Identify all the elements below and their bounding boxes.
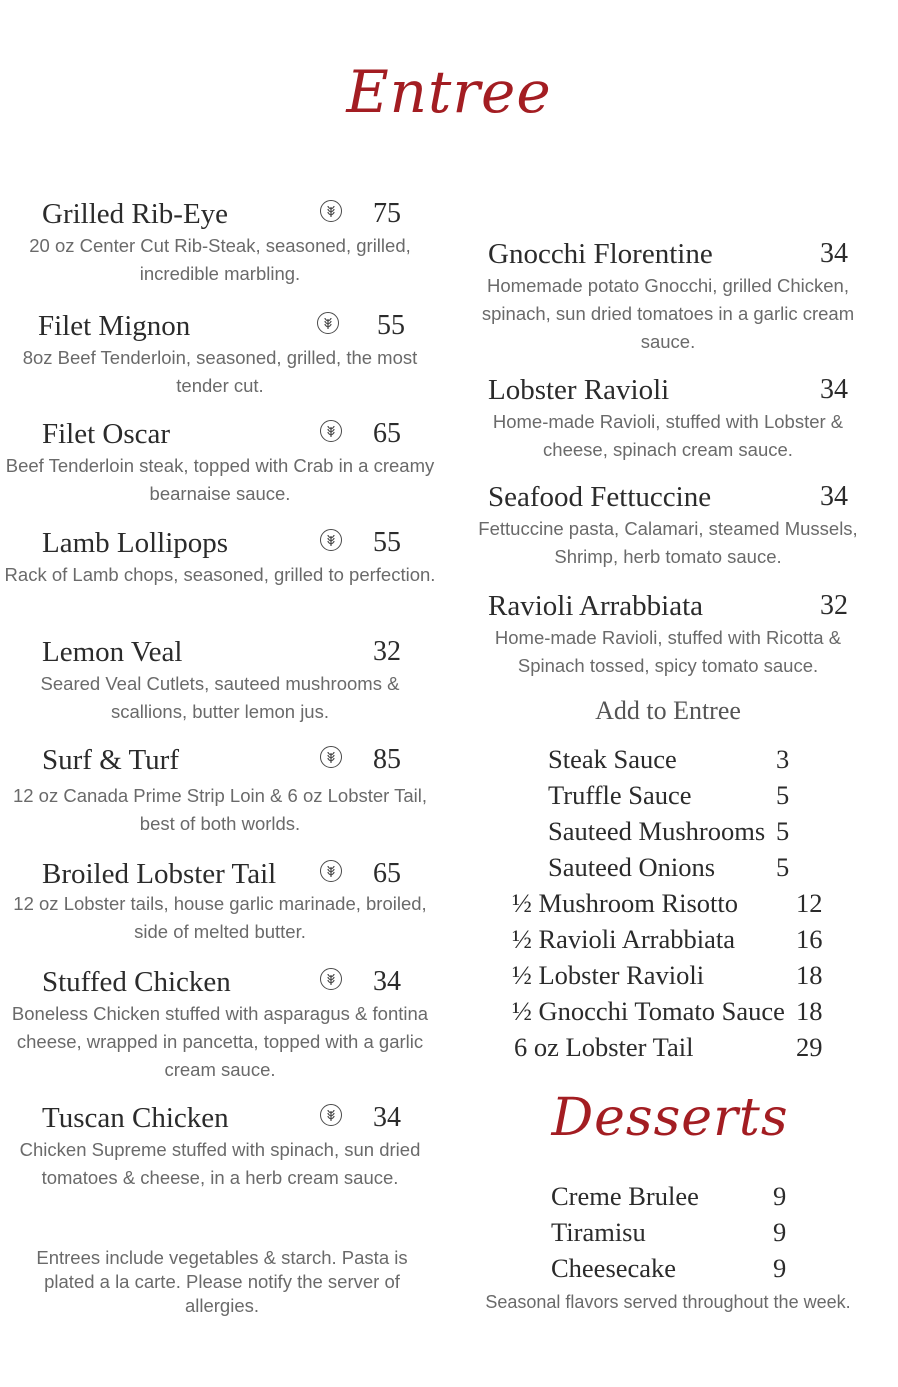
dessert-label: Tiramisu (551, 1217, 646, 1247)
dessert-price: 9 (773, 1217, 787, 1247)
item-name: Gnocchi Florentine (488, 238, 713, 270)
dessert-label: Cheesecake (551, 1253, 677, 1283)
item-name: Lobster Ravioli (488, 374, 670, 406)
add-on-price: 5 (776, 780, 790, 810)
dessert-label: Creme Brulee (551, 1181, 699, 1211)
item-name: Seafood Fettuccine (488, 481, 712, 513)
item-description: Home-made Ravioli, stuffed with Ricotta & Spinach tossed, spicy tomato sauce. (494, 627, 842, 676)
item-description: 8oz Beef Tenderloin, seasoned, grilled, the most tender cut. (22, 347, 418, 396)
item-price: 65 (373, 418, 401, 449)
gluten-free-icon (320, 1104, 342, 1126)
footer-note: Entrees include vegetables & starch. Pasta is plated a la carte. Please notify the server of allergies. (36, 1247, 408, 1316)
add-on-label: ½ Gnocchi Tomato Sauce (512, 996, 785, 1026)
item-price: 34 (373, 966, 401, 997)
item-name: Lamb Lollipops (42, 527, 229, 559)
add-on-price: 5 (776, 816, 790, 846)
dessert-price: 9 (773, 1253, 787, 1283)
item-price: 34 (820, 374, 848, 405)
item-name: Filet Mignon (38, 310, 191, 342)
add-on-label: ½ Mushroom Risotto (512, 888, 739, 918)
add-on-price: 29 (796, 1032, 823, 1062)
item-description: Beef Tenderloin steak, topped with Crab in a creamy bearnaise sauce. (5, 455, 435, 504)
item-price: 65 (373, 858, 401, 889)
dessert-price: 9 (773, 1181, 787, 1211)
dessert-note: Seasonal flavors served throughout the week. (485, 1292, 851, 1312)
item-price: 34 (820, 238, 848, 269)
item-price: 34 (820, 481, 848, 512)
add-on-label: Truffle Sauce (548, 780, 692, 810)
add-on-price: 5 (776, 852, 790, 882)
gluten-free-icon (320, 968, 342, 990)
item-price: 55 (373, 527, 401, 558)
item-description: Homemade potato Gnocchi, grilled Chicken, spinach, sun dried tomatoes in a garlic cream sauce. (481, 275, 855, 352)
gluten-free-icon (320, 200, 342, 222)
item-name: Ravioli Arrabbiata (488, 590, 704, 622)
item-price: 32 (373, 636, 401, 667)
item-description: Boneless Chicken stuffed with asparagus & fontina cheese, wrapped in pancetta, topped with a garlic cream sauce. (11, 1003, 429, 1080)
item-name: Grilled Rib-Eye (42, 198, 229, 230)
gluten-free-icon (320, 746, 342, 768)
item-name: Filet Oscar (42, 418, 171, 450)
item-description: 20 oz Center Cut Rib-Steak, seasoned, grilled, incredible marbling. (29, 235, 411, 284)
add-on-label: ½ Lobster Ravioli (512, 960, 705, 990)
add-on-price: 16 (796, 924, 823, 954)
gluten-free-icon (320, 420, 342, 442)
add-on-label: Steak Sauce (548, 744, 677, 774)
item-name: Broiled Lobster Tail (42, 858, 277, 890)
add-to-entree-heading: Add to Entree (595, 696, 741, 725)
add-on-label: Sauteed Onions (548, 852, 716, 882)
item-name: Surf & Turf (42, 744, 179, 776)
add-on-price: 3 (776, 744, 790, 774)
item-description: Rack of Lamb chops, seasoned, grilled to perfection. (4, 564, 436, 585)
item-price: 34 (373, 1102, 401, 1133)
item-price: 85 (373, 744, 401, 775)
item-description: Fettuccine pasta, Calamari, steamed Mussels, Shrimp, herb tomato sauce. (478, 518, 858, 567)
add-on-price: 18 (796, 960, 823, 990)
add-on-label: ½ Ravioli Arrabbiata (512, 924, 735, 954)
item-description: Chicken Supreme stuffed with spinach, sun dried tomatoes & cheese, in a herb cream sauce. (19, 1139, 421, 1188)
item-name: Stuffed Chicken (42, 966, 231, 998)
add-on-label: Sauteed Mushrooms (548, 816, 766, 846)
item-price: 75 (373, 198, 401, 229)
gluten-free-icon (317, 312, 339, 334)
add-on-price: 18 (796, 996, 823, 1026)
item-price: 55 (377, 310, 405, 341)
item-description: Seared Veal Cutlets, sauteed mushrooms & scallions, butter lemon jus. (40, 673, 400, 722)
add-on-price: 12 (796, 888, 823, 918)
item-price: 32 (820, 590, 848, 621)
gluten-free-icon (320, 529, 342, 551)
desserts-heading: Desserts (551, 1088, 789, 1148)
add-on-label: 6 oz Lobster Tail (514, 1032, 694, 1062)
item-name: Tuscan Chicken (42, 1102, 229, 1134)
item-description: 12 oz Lobster tails, house garlic marinade, broiled, side of melted butter. (13, 893, 427, 942)
entree-heading: Entree (346, 58, 552, 126)
gluten-free-icon (320, 860, 342, 882)
item-description: Home-made Ravioli, stuffed with Lobster & cheese, spinach cream sauce. (492, 411, 844, 460)
item-description: 12 oz Canada Prime Strip Loin & 6 oz Lobster Tail, best of both worlds. (12, 785, 428, 834)
item-name: Lemon Veal (42, 636, 183, 668)
